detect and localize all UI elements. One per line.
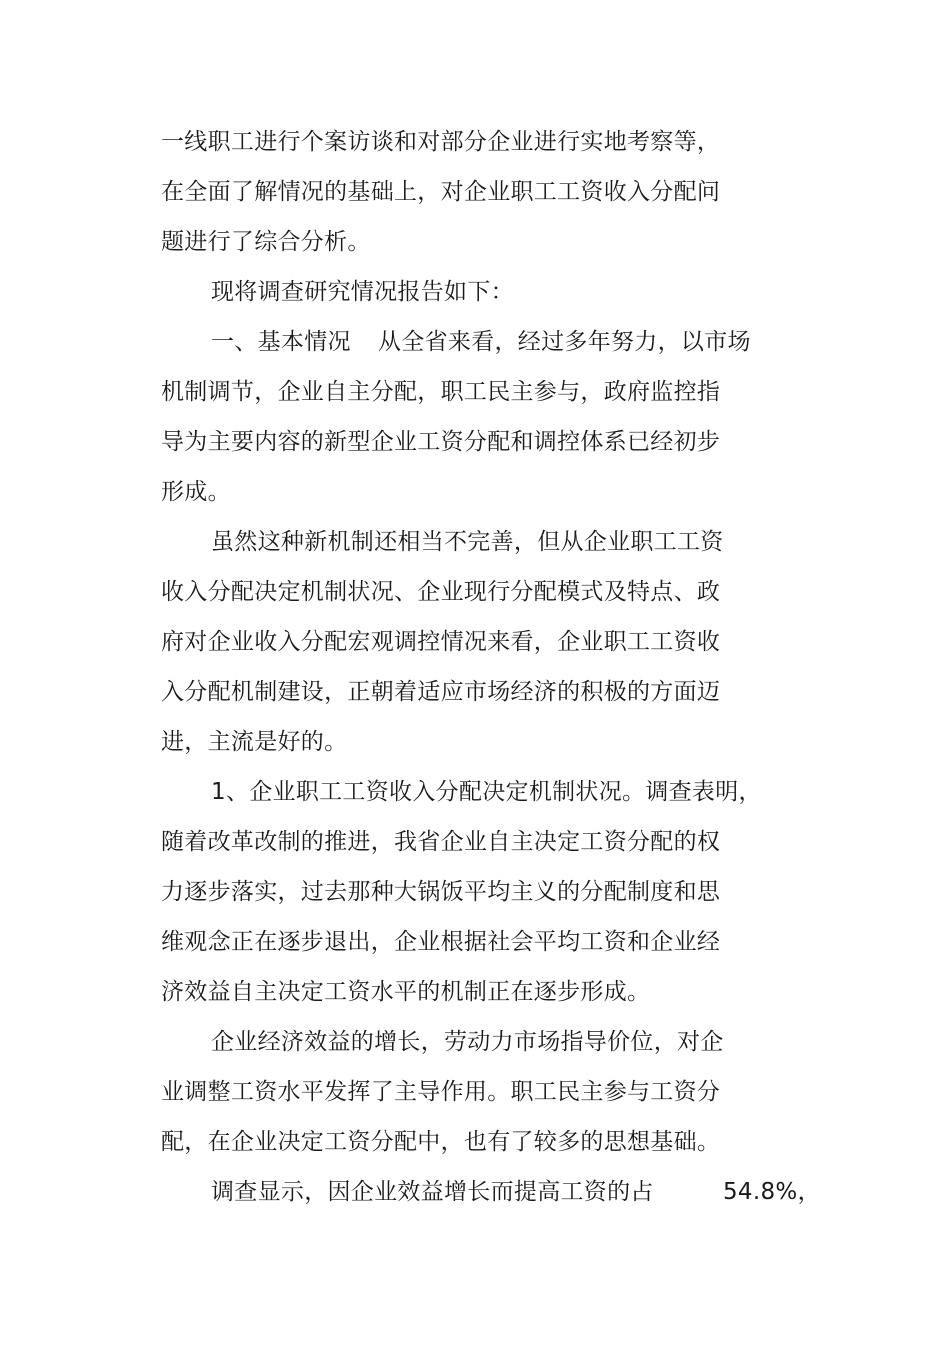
text-line: 力逐步落实，过去那种大锅饭平均主义的分配制度和思 bbox=[161, 879, 721, 905]
text-line: 收入分配决定机制状况、企业现行分配模式及特点、政 bbox=[161, 579, 721, 605]
text-line: 济效益自主决定工资水平的机制正在逐步形成。 bbox=[161, 979, 651, 1005]
text-line: 现将调查研究情况报告如下： bbox=[211, 279, 514, 305]
text-line: 随着改革改制的推进，我省企业自主决定工资分配的权 bbox=[161, 829, 721, 855]
text-line: 维观念正在逐步退出，企业根据社会平均工资和企业经 bbox=[161, 929, 721, 955]
text-line: 在全面了解情况的基础上，对企业职工工资收入分配问 bbox=[161, 179, 721, 205]
text-line: 府对企业收入分配宏观调控情况来看，企业职工工资收 bbox=[161, 629, 721, 655]
text-line: 进，主流是好的。 bbox=[161, 729, 348, 755]
text-line: 企业经济效益的增长，劳动力市场指导价位，对企 bbox=[211, 1029, 724, 1055]
percentage-value: 54.8%， bbox=[723, 1179, 821, 1205]
text-line: 入分配机制建设，正朝着适应市场经济的积极的方面迈 bbox=[161, 679, 721, 705]
section-heading: 一、基本情况 bbox=[211, 329, 351, 355]
text-line: 导为主要内容的新型企业工资分配和调控体系已经初步 bbox=[161, 429, 721, 455]
text-line: 调查显示，因企业效益增长而提高工资的占 bbox=[211, 1179, 654, 1205]
text-line: 题进行了综合分析。 bbox=[161, 229, 371, 255]
text-line: 形成。 bbox=[161, 479, 231, 505]
text-line: 业调整工资水平发挥了主导作用。职工民主参与工资分 bbox=[161, 1079, 721, 1105]
text-line: 虽然这种新机制还相当不完善，但从企业职工工资 bbox=[211, 529, 724, 555]
text-line: 配，在企业决定工资分配中，也有了较多的思想基础。 bbox=[161, 1129, 721, 1155]
text-line: 从全省来看，经过多年努力，以市场 bbox=[378, 329, 751, 355]
text-line: 1、企业职工工资收入分配决定机制状况。调查表明， bbox=[211, 779, 762, 805]
text-line: 机制调节，企业自主分配，职工民主参与，政府监控指 bbox=[161, 379, 721, 405]
text-line: 一线职工进行个案访谈和对部分企业进行实地考察等， bbox=[161, 129, 721, 155]
